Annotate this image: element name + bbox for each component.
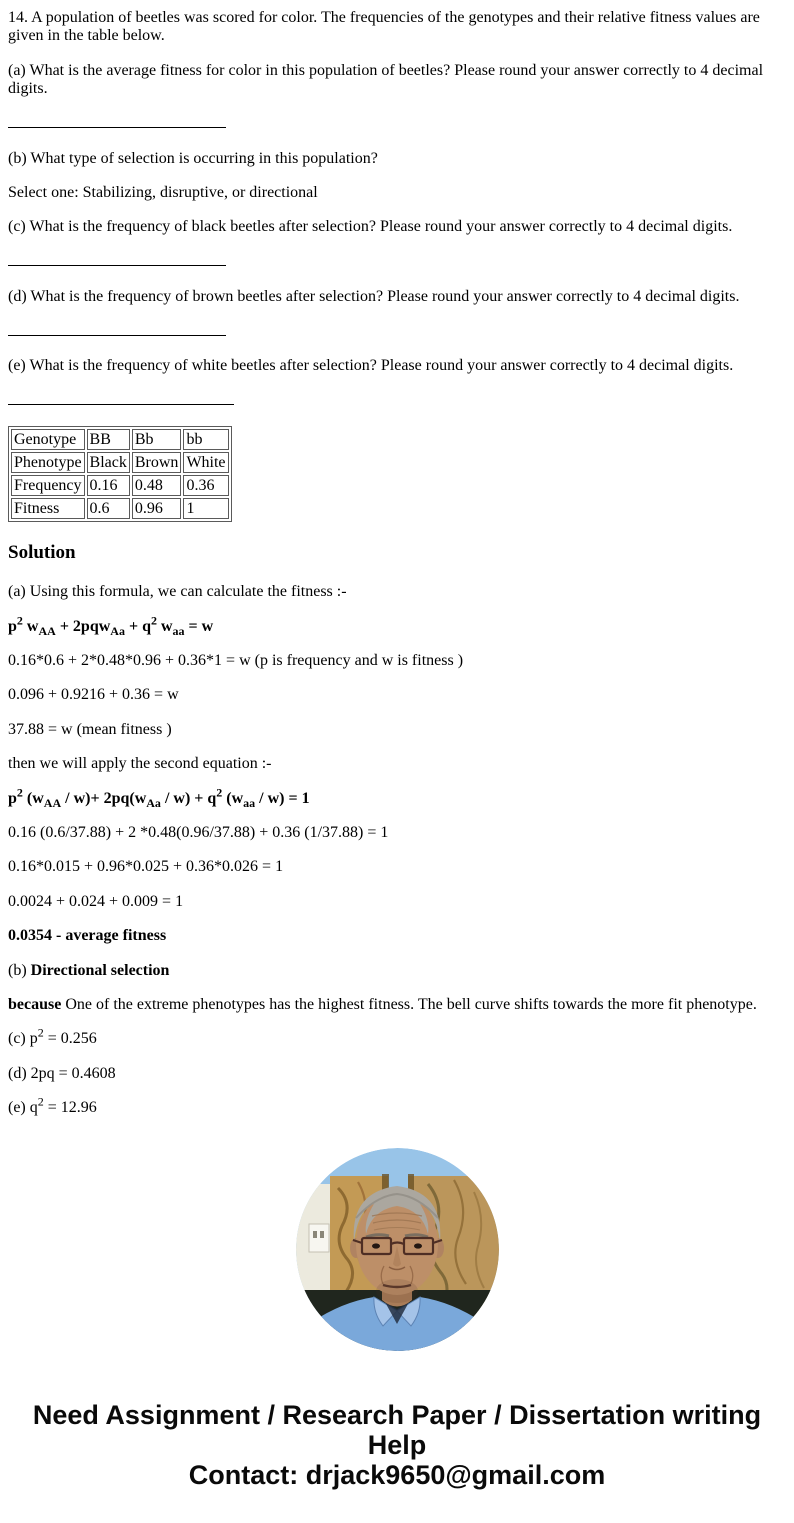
promo-footer <box>8 1400 786 1490</box>
solution-a-result: 0.0354 - average fitness <box>8 927 167 945</box>
solution-a-step-3: 37.88 = w (mean fitness ) <box>8 720 172 738</box>
question-part-c: (c) What is the frequency of black beetles after selection? Please round your answer correctly to 4 decimal digits. <box>8 218 733 236</box>
photo-section <box>8 1148 786 1351</box>
solution-second-intro: then we will apply the second equation :- <box>8 755 272 773</box>
table-cell: 0.36 <box>183 475 228 496</box>
answer-blank-c <box>8 253 786 272</box>
question-part-d: (d) What is the frequency of brown beetles after selection? Please round your answer correctly to 4 decimal digits. <box>8 287 740 305</box>
question-intro: 14. A population of beetles was scored for color. The frequencies of the genotypes and their relative fitness values are given in the table below. <box>8 9 760 45</box>
table-cell: Bb <box>132 429 182 450</box>
solution-b-step-3: 0.0024 + 0.024 + 0.009 = 1 <box>8 892 184 910</box>
table-cell: Genotype <box>11 429 85 450</box>
table-cell: bb <box>183 429 228 450</box>
solution-a-intro: (a) Using this formula, we can calculate the fitness :- <box>8 583 347 601</box>
table-cell: Black <box>87 452 130 473</box>
table-cell: 0.6 <box>87 498 130 519</box>
solution-formula-1: $p^2$ $w_{AA} + 2pqw_{Aa} + q^2$ $w_{aa} = w$ <box>8 613 214 638</box>
genotype-table <box>8 426 232 522</box>
solution-part-c: (c) $p^2 = 0.256$ <box>8 1026 97 1048</box>
table-cell: Brown <box>132 452 182 473</box>
table-cell: Fitness <box>11 498 85 519</box>
question-part-e: (e) What is the frequency of white beetles after selection? Please round your answer correctly to 4 decimal digits. <box>8 357 734 375</box>
promo-footer-contact: Contact: drjack9650@gmail.com <box>188 1459 606 1490</box>
table-row <box>11 452 229 473</box>
solution-part-d: (d) 2pq = 0.4608 <box>8 1064 116 1082</box>
answer-blank-d <box>8 322 786 341</box>
solution-b-step-1: 0.16 (0.6/37.88) + 2 *0.48(0.96/37.88) + 0.36 (1/37.88) = 1 <box>8 824 389 842</box>
solution-a-step-1: 0.16*0.6 + 2*0.48*0.96 + 0.36*1 = w (p is frequency and w is fitness ) <box>8 652 464 670</box>
answer-blank-e <box>8 391 786 410</box>
question-part-a: (a) What is the average fitness for color in this population of beetles? Please round your answer correctly to 4 decimal digits. <box>8 61 764 98</box>
table-cell: 0.96 <box>132 498 182 519</box>
solution-because: because One of the extreme phenotypes has the highest fitness. The bell curve shifts towards the more fit phenotype. <box>8 995 757 1013</box>
tutor-portrait <box>296 1148 499 1351</box>
tutor-portrait-illustration <box>296 1148 499 1351</box>
table-cell: BB <box>87 429 130 450</box>
table-cell: Phenotype <box>11 452 85 473</box>
table-row <box>11 429 229 450</box>
answer-blank-a <box>8 115 786 134</box>
answer-blank-line <box>8 391 234 405</box>
solution-part-b: (b) Directional selection <box>8 961 170 979</box>
table-cell: White <box>183 452 228 473</box>
table-cell: Frequency <box>11 475 85 496</box>
table-cell: 1 <box>183 498 228 519</box>
table-cell: 0.16 <box>87 475 130 496</box>
solution-b-step-2: 0.16*0.015 + 0.96*0.025 + 0.36*0.026 = 1 <box>8 858 284 876</box>
answer-blank-line <box>8 253 226 267</box>
solution-formula-2: $p^2$ $(w_{AA} / w)+ 2pq(w_{Aa} / w) + q^2$ $(w_{aa} / w) = 1$ <box>8 785 310 810</box>
answer-blank-line <box>8 115 226 129</box>
table-row <box>11 475 229 496</box>
question-part-b: (b) What type of selection is occurring in this population? <box>8 149 378 167</box>
solution-a-step-2: 0.096 + 0.9216 + 0.36 = w <box>8 686 179 704</box>
table-row <box>11 498 229 519</box>
select-one-options: Select one: Stabilizing, disruptive, or directional <box>8 183 318 201</box>
solution-part-e: (e) $q^2 = 12.96$ <box>8 1094 97 1117</box>
answer-blank-line <box>8 322 226 336</box>
table-cell: 0.48 <box>132 475 182 496</box>
promo-footer-line-1: Need Assignment / Research Paper / Dissertation writing Help <box>32 1399 762 1460</box>
solution-heading: Solution <box>8 542 76 564</box>
